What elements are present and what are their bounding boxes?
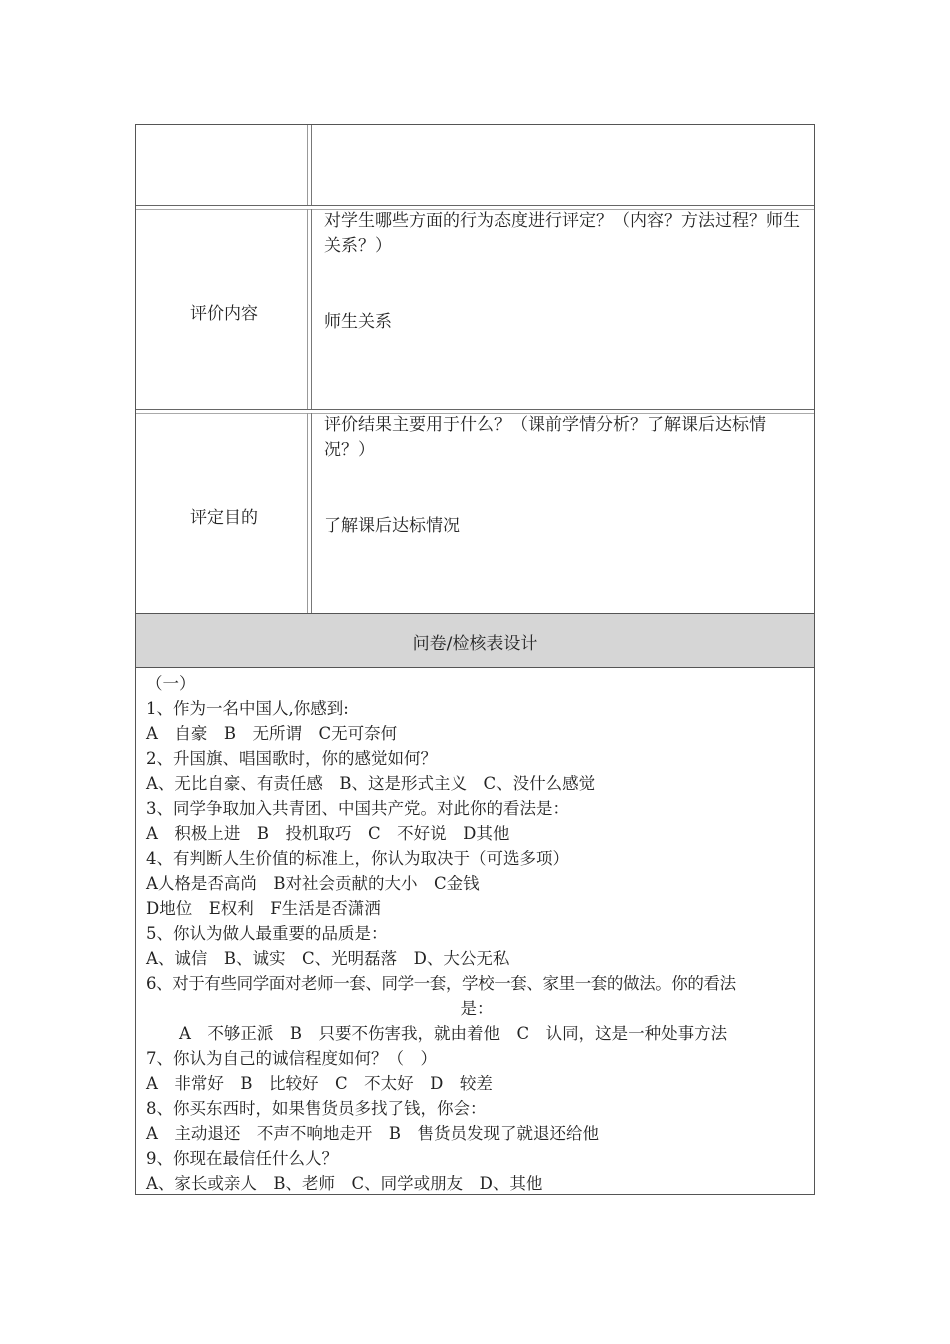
- evaluation-content-question: 对学生哪些方面的行为态度进行评定？（内容？方法过程？师生关系？）: [324, 211, 800, 256]
- list-item: A人格是否高尚 B对社会贡献的大小 C金钱: [146, 874, 480, 893]
- list-item: A、家长或亲人 B、老师 C、同学或朋友 D、其他: [146, 1174, 543, 1193]
- evaluation-table: [135, 124, 815, 1195]
- list-item: A 自豪 B 无所谓 C无可奈何: [146, 724, 398, 743]
- list-item: 7、你认为自己的诚信程度如何？（ ）: [146, 1049, 437, 1068]
- table-row-evaluation-content: [136, 209, 814, 409]
- empty-right-cell: [312, 125, 814, 205]
- list-item: 4、有判断人生价值的标准上，你认为取决于（可选多项）: [146, 849, 569, 868]
- list-item: 2、升国旗、唱国歌时，你的感觉如何？: [146, 749, 437, 768]
- section-title: 问卷/检核表设计: [412, 634, 538, 654]
- evaluation-purpose-label: 评定目的: [190, 508, 258, 528]
- list-item: 3、同学争取加入共青团、中国共产党。对此你的看法是：: [146, 799, 569, 818]
- list-item: 1、作为一名中国人,你感到:: [146, 699, 349, 718]
- evaluation-purpose-question: 评价结果主要用于什么？（课前学情分析？了解课后达标情况？）: [324, 415, 766, 460]
- list-item: A 非常好 B 比较好 C 不太好 D 较差: [146, 1074, 493, 1093]
- list-item: A 积极上进 B 投机取巧 C 不好说 D其他: [146, 824, 510, 843]
- list-item: 5、你认为做人最重要的品质是：: [146, 924, 388, 943]
- list-item: 是：: [460, 999, 494, 1018]
- empty-left-cell: [136, 125, 312, 205]
- table-row-evaluation-purpose: [136, 413, 814, 613]
- evaluation-purpose-answer: 了解课后达标情况: [324, 516, 460, 536]
- evaluation-content-label: 评价内容: [190, 304, 258, 324]
- questionnaire-body: [146, 671, 808, 1196]
- row-divider: [136, 205, 814, 206]
- list-item: A 不够正派 B 只要不伤害我，就由着他 C 认同，这是一种处事方法: [146, 1024, 728, 1043]
- evaluation-content-answer: 师生关系: [324, 312, 392, 332]
- list-item: D地位 E权利 F生活是否潇洒: [146, 899, 381, 918]
- table-row-empty: [136, 125, 814, 205]
- list-item: 9、你现在最信任什么人？: [146, 1149, 338, 1168]
- row-divider: [136, 409, 814, 410]
- list-item: A 主动退还 不声不响地走开 B 售货员发现了就退还给他: [146, 1124, 600, 1143]
- questionnaire-part: （一）: [146, 674, 196, 693]
- list-item: 6、对于有些同学面对老师一套、同学一套，学校一套、家里一套的做法。你的看法: [146, 974, 736, 993]
- list-item: 8、你买东西时，如果售货员多找了钱，你会：: [146, 1099, 487, 1118]
- questionnaire-section-header: [136, 613, 814, 668]
- list-item: A、诚信 B、诚实 C、光明磊落 D、大公无私: [146, 949, 510, 968]
- list-item: A、无比自豪、有责任感 B、这是形式主义 C、没什么感觉: [146, 774, 596, 793]
